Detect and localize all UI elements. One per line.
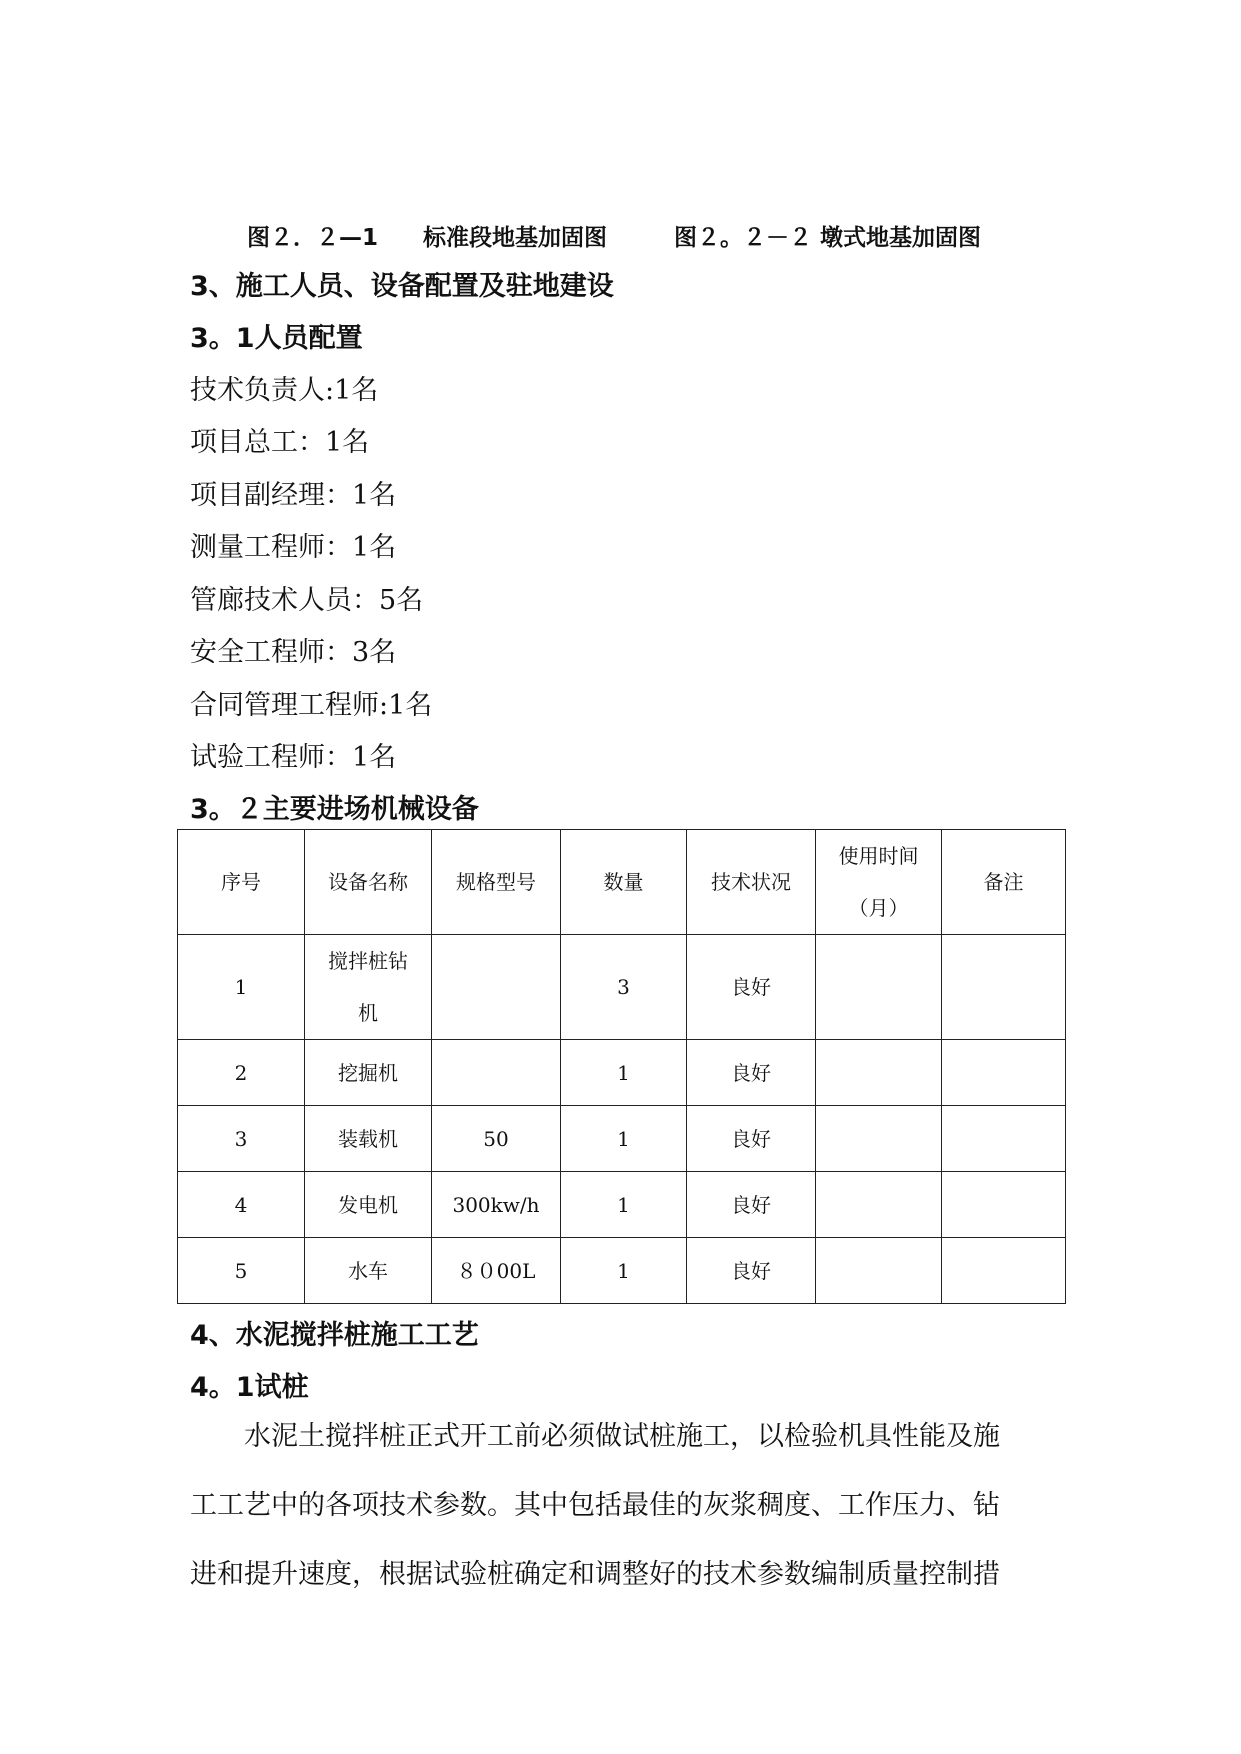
- header-cell: 数量: [561, 830, 687, 935]
- header-cell-usage-time: [816, 830, 942, 935]
- cell-time: [816, 1040, 942, 1106]
- table-row: [178, 935, 1066, 1040]
- cell-no: 1: [178, 935, 305, 1040]
- cell-qty: 3: [561, 935, 687, 1040]
- cell-status: 良好: [687, 935, 816, 1040]
- cell-spec: [432, 935, 561, 1040]
- cell-name: 挖掘机: [305, 1040, 432, 1106]
- cell-name: 装载机: [305, 1106, 432, 1172]
- cell-note: [942, 1040, 1066, 1106]
- staff-line: 项目副经理：1名: [190, 480, 397, 511]
- section-3-2-heading: 3。２主要进场机械设备: [190, 794, 479, 825]
- staff-line: 管廊技术人员：5名: [190, 585, 424, 616]
- figure-2-2-1-title: 标准段地基加固图: [423, 225, 607, 251]
- paragraph-line: 水泥土搅拌桩正式开工前必须做试桩施工，以检验机具性能及施: [244, 1421, 1000, 1452]
- cell-time: [816, 1172, 942, 1238]
- cell-name: [305, 935, 432, 1040]
- staff-line: 合同管理工程师:1名: [190, 690, 433, 721]
- cell-note: [942, 1238, 1066, 1304]
- cell-status: 良好: [687, 1040, 816, 1106]
- figure-2-2-1-label: 图２．２—1: [247, 225, 379, 251]
- cell-time: [816, 935, 942, 1040]
- cell-name: 水车: [305, 1238, 432, 1304]
- staff-line: 试验工程师：1名: [190, 742, 397, 773]
- cell-no: 2: [178, 1040, 305, 1106]
- staff-line: 项目总工：1名: [190, 427, 370, 458]
- table-row: [178, 1106, 1066, 1172]
- header-cell: 技术状况: [687, 830, 816, 935]
- cell-qty: 1: [561, 1172, 687, 1238]
- staff-line: 技术负责人:1名: [190, 375, 379, 406]
- cell-time: [816, 1106, 942, 1172]
- equipment-table: [177, 829, 1066, 1304]
- cell-note: [942, 935, 1066, 1040]
- cell-name: 发电机: [305, 1172, 432, 1238]
- table-row: [178, 1172, 1066, 1238]
- staff-line: 测量工程师：1名: [190, 532, 397, 563]
- cell-spec: [432, 1040, 561, 1106]
- cell-time: [816, 1238, 942, 1304]
- table-header-row: [178, 830, 1066, 935]
- cell-name-line: 搅拌桩钻: [328, 949, 408, 973]
- paragraph-line: 工工艺中的各项技术参数。其中包括最佳的灰浆稠度、工作压力、钻: [190, 1490, 1000, 1521]
- cell-qty: 1: [561, 1238, 687, 1304]
- cell-note: [942, 1172, 1066, 1238]
- paragraph-line: 进和提升速度，根据试验桩确定和调整好的技术参数编制质量控制措: [190, 1559, 1000, 1590]
- trial-pile-paragraph: [190, 1402, 1050, 1609]
- cell-no: 3: [178, 1106, 305, 1172]
- figure-captions: [247, 219, 1047, 253]
- cell-spec: 50: [432, 1106, 561, 1172]
- cell-status: 良好: [687, 1172, 816, 1238]
- table-row: [178, 1040, 1066, 1106]
- figure-2-2-2-title: 墩式地基加固图: [820, 225, 981, 251]
- table-row: [178, 1238, 1066, 1304]
- cell-qty: 1: [561, 1106, 687, 1172]
- figure-2-2-2-label: 图２。２－２: [674, 225, 812, 251]
- cell-note: [942, 1106, 1066, 1172]
- cell-spec: 300kw/h: [432, 1172, 561, 1238]
- header-cell: 规格型号: [432, 830, 561, 935]
- section-4-1-heading: 4。1试桩: [190, 1372, 309, 1403]
- cell-qty: 1: [561, 1040, 687, 1106]
- cell-no: 5: [178, 1238, 305, 1304]
- cell-status: 良好: [687, 1106, 816, 1172]
- cell-status: 良好: [687, 1238, 816, 1304]
- header-cell-line: （月）: [848, 896, 909, 920]
- cell-no: 4: [178, 1172, 305, 1238]
- staff-line: 安全工程师：3名: [190, 637, 397, 668]
- header-cell: 设备名称: [305, 830, 432, 935]
- header-cell: 序号: [178, 830, 305, 935]
- header-cell: 备注: [942, 830, 1066, 935]
- section-4-heading: 4、水泥搅拌桩施工工艺: [190, 1320, 479, 1351]
- section-3-heading: 3、施工人员、设备配置及驻地建设: [190, 271, 614, 302]
- cell-spec: ８０00L: [432, 1238, 561, 1304]
- header-cell-line: 使用时间: [838, 844, 919, 868]
- section-3-1-heading: 3。1人员配置: [190, 323, 363, 354]
- cell-name-line: 机: [358, 1001, 378, 1025]
